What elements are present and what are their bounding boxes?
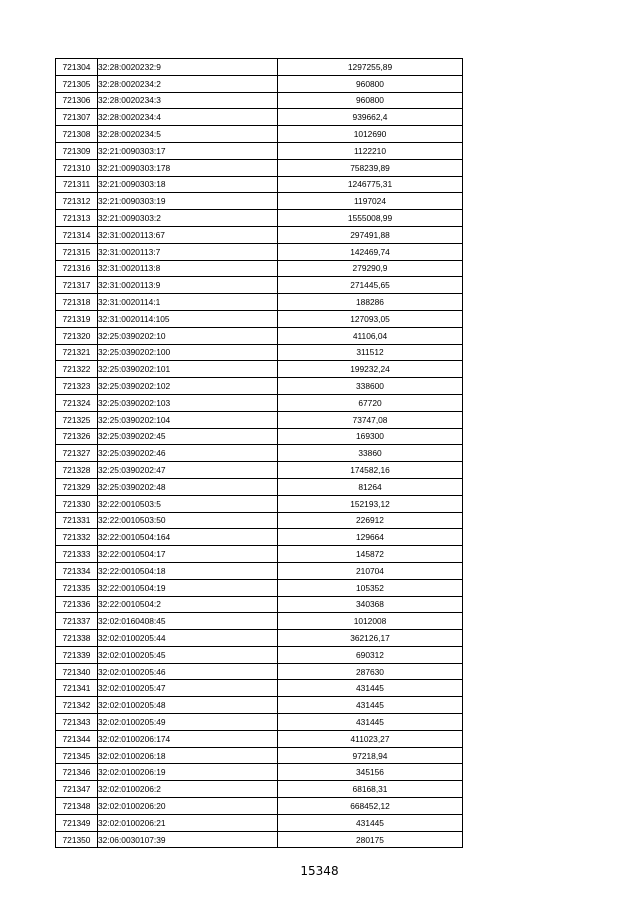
cadastral-number-cell: 32:02:0100205:47: [98, 680, 278, 697]
table-row: [56, 344, 463, 361]
row-id-cell: 721344: [56, 730, 98, 747]
value-cell: 105352: [278, 579, 463, 596]
row-id-cell: 721345: [56, 747, 98, 764]
cadastral-number-cell: 32:28:0020232:9: [98, 59, 278, 76]
value-cell: 169300: [278, 428, 463, 445]
table-row: [56, 478, 463, 495]
cadastral-number-cell: 32:31:0020114:1: [98, 294, 278, 311]
value-cell: 362126,17: [278, 630, 463, 647]
row-id-cell: 721324: [56, 394, 98, 411]
row-id-cell: 721342: [56, 697, 98, 714]
row-id-cell: 721336: [56, 596, 98, 613]
row-id-cell: 721331: [56, 512, 98, 529]
cadastral-number-cell: 32:25:0390202:47: [98, 462, 278, 479]
row-id-cell: 721315: [56, 243, 98, 260]
value-cell: 431445: [278, 814, 463, 831]
value-cell: 1297255,89: [278, 59, 463, 76]
cadastral-number-cell: 32:31:0020114:105: [98, 310, 278, 327]
value-cell: 279290,9: [278, 260, 463, 277]
table-row: [56, 747, 463, 764]
row-id-cell: 721341: [56, 680, 98, 697]
cadastral-number-cell: 32:02:0100205:46: [98, 663, 278, 680]
cadastral-number-cell: 32:28:0020234:3: [98, 92, 278, 109]
value-cell: 1012008: [278, 613, 463, 630]
value-cell: 340368: [278, 596, 463, 613]
row-id-cell: 721348: [56, 798, 98, 815]
value-cell: 668452,12: [278, 798, 463, 815]
value-cell: 68168,31: [278, 781, 463, 798]
table-row: [56, 126, 463, 143]
cadastral-number-cell: 32:22:0010503:5: [98, 495, 278, 512]
row-id-cell: 721349: [56, 814, 98, 831]
value-cell: 142469,74: [278, 243, 463, 260]
table-row: [56, 646, 463, 663]
table-row: [56, 226, 463, 243]
row-id-cell: 721346: [56, 764, 98, 781]
table-row: [56, 495, 463, 512]
table-row: [56, 579, 463, 596]
cadastral-number-cell: 32:02:0100205:45: [98, 646, 278, 663]
table-row: [56, 243, 463, 260]
row-id-cell: 721325: [56, 411, 98, 428]
cadastral-number-cell: 32:28:0020234:2: [98, 75, 278, 92]
value-cell: 73747,08: [278, 411, 463, 428]
table-row: [56, 798, 463, 815]
cadastral-number-cell: 32:25:0390202:45: [98, 428, 278, 445]
cadastral-number-cell: 32:02:0100206:20: [98, 798, 278, 815]
table-row: [56, 210, 463, 227]
row-id-cell: 721309: [56, 142, 98, 159]
row-id-cell: 721335: [56, 579, 98, 596]
value-cell: 199232,24: [278, 361, 463, 378]
cadastral-number-cell: 32:25:0390202:104: [98, 411, 278, 428]
cadastral-number-cell: 32:02:0100206:174: [98, 730, 278, 747]
row-id-cell: 721318: [56, 294, 98, 311]
value-cell: 174582,16: [278, 462, 463, 479]
table-row: [56, 831, 463, 848]
table-row: [56, 546, 463, 563]
value-cell: 145872: [278, 546, 463, 563]
value-cell: 960800: [278, 92, 463, 109]
row-id-cell: 721307: [56, 109, 98, 126]
row-id-cell: 721338: [56, 630, 98, 647]
row-id-cell: 721320: [56, 327, 98, 344]
row-id-cell: 721330: [56, 495, 98, 512]
value-cell: 1555008,99: [278, 210, 463, 227]
cadastral-number-cell: 32:02:0100205:44: [98, 630, 278, 647]
table-row: [56, 781, 463, 798]
value-cell: 431445: [278, 680, 463, 697]
page-number: 15348: [300, 864, 339, 878]
row-id-cell: 721347: [56, 781, 98, 798]
table-row: [56, 697, 463, 714]
table-row: [56, 176, 463, 193]
cadastral-number-cell: 32:02:0100206:21: [98, 814, 278, 831]
table-row: [56, 714, 463, 731]
value-cell: 210704: [278, 562, 463, 579]
table-row: [56, 814, 463, 831]
table-row: [56, 59, 463, 76]
cadastral-number-cell: 32:28:0020234:5: [98, 126, 278, 143]
value-cell: 1246775,31: [278, 176, 463, 193]
data-table: [55, 58, 463, 848]
cadastral-number-cell: 32:02:0100205:48: [98, 697, 278, 714]
cadastral-number-cell: 32:25:0390202:102: [98, 378, 278, 395]
value-cell: 226912: [278, 512, 463, 529]
cadastral-number-cell: 32:22:0010504:17: [98, 546, 278, 563]
row-id-cell: 721319: [56, 310, 98, 327]
row-id-cell: 721306: [56, 92, 98, 109]
table-row: [56, 361, 463, 378]
table-row: [56, 680, 463, 697]
table-row: [56, 142, 463, 159]
cadastral-number-cell: 32:31:0020113:7: [98, 243, 278, 260]
table-row: [56, 613, 463, 630]
cadastral-number-cell: 32:02:0100205:49: [98, 714, 278, 731]
table-row: [56, 92, 463, 109]
value-cell: 431445: [278, 714, 463, 731]
row-id-cell: 721326: [56, 428, 98, 445]
row-id-cell: 721343: [56, 714, 98, 731]
table-row: [56, 596, 463, 613]
table-row: [56, 428, 463, 445]
value-cell: 431445: [278, 697, 463, 714]
cadastral-number-cell: 32:21:0090303:19: [98, 193, 278, 210]
row-id-cell: 721305: [56, 75, 98, 92]
value-cell: 129664: [278, 529, 463, 546]
row-id-cell: 721340: [56, 663, 98, 680]
table-row: [56, 512, 463, 529]
cadastral-number-cell: 32:02:0100206:18: [98, 747, 278, 764]
cadastral-number-cell: 32:21:0090303:178: [98, 159, 278, 176]
table-row: [56, 764, 463, 781]
row-id-cell: 721308: [56, 126, 98, 143]
value-cell: 345156: [278, 764, 463, 781]
value-cell: 41106,04: [278, 327, 463, 344]
cadastral-number-cell: 32:25:0390202:10: [98, 327, 278, 344]
value-cell: 960800: [278, 75, 463, 92]
value-cell: 33860: [278, 445, 463, 462]
row-id-cell: 721311: [56, 176, 98, 193]
table-row: [56, 663, 463, 680]
cadastral-number-cell: 32:06:0030107:39: [98, 831, 278, 848]
cadastral-number-cell: 32:22:0010503:50: [98, 512, 278, 529]
table-row: [56, 159, 463, 176]
cadastral-number-cell: 32:02:0100206:19: [98, 764, 278, 781]
value-cell: 1122210: [278, 142, 463, 159]
value-cell: 97218,94: [278, 747, 463, 764]
table-row: [56, 378, 463, 395]
value-cell: 67720: [278, 394, 463, 411]
value-cell: 338600: [278, 378, 463, 395]
value-cell: 188286: [278, 294, 463, 311]
cadastral-number-cell: 32:22:0010504:19: [98, 579, 278, 596]
row-id-cell: 721312: [56, 193, 98, 210]
cadastral-number-cell: 32:25:0390202:48: [98, 478, 278, 495]
value-cell: 287630: [278, 663, 463, 680]
row-id-cell: 721317: [56, 277, 98, 294]
row-id-cell: 721332: [56, 529, 98, 546]
table-row: [56, 462, 463, 479]
row-id-cell: 721310: [56, 159, 98, 176]
row-id-cell: 721337: [56, 613, 98, 630]
row-id-cell: 721350: [56, 831, 98, 848]
table-row: [56, 394, 463, 411]
table-row: [56, 529, 463, 546]
table-row: [56, 411, 463, 428]
table-row: [56, 75, 463, 92]
row-id-cell: 721339: [56, 646, 98, 663]
row-id-cell: 721323: [56, 378, 98, 395]
cadastral-number-cell: 32:31:0020113:9: [98, 277, 278, 294]
row-id-cell: 721313: [56, 210, 98, 227]
table-body: [56, 59, 463, 848]
cadastral-number-cell: 32:21:0090303:17: [98, 142, 278, 159]
cadastral-number-cell: 32:25:0390202:101: [98, 361, 278, 378]
cadastral-number-cell: 32:25:0390202:46: [98, 445, 278, 462]
value-cell: 152193,12: [278, 495, 463, 512]
cadastral-number-cell: 32:02:0100206:2: [98, 781, 278, 798]
row-id-cell: 721328: [56, 462, 98, 479]
cadastral-number-cell: 32:22:0010504:164: [98, 529, 278, 546]
value-cell: 311512: [278, 344, 463, 361]
table-row: [56, 310, 463, 327]
cadastral-number-cell: 32:25:0390202:100: [98, 344, 278, 361]
row-id-cell: 721321: [56, 344, 98, 361]
row-id-cell: 721304: [56, 59, 98, 76]
table-row: [56, 730, 463, 747]
value-cell: 690312: [278, 646, 463, 663]
row-id-cell: 721322: [56, 361, 98, 378]
cadastral-number-cell: 32:25:0390202:103: [98, 394, 278, 411]
value-cell: 81264: [278, 478, 463, 495]
value-cell: 127093,05: [278, 310, 463, 327]
row-id-cell: 721329: [56, 478, 98, 495]
value-cell: 1012690: [278, 126, 463, 143]
table-row: [56, 109, 463, 126]
table-row: [56, 294, 463, 311]
value-cell: 271445,65: [278, 277, 463, 294]
cadastral-number-cell: 32:21:0090303:18: [98, 176, 278, 193]
row-id-cell: 721316: [56, 260, 98, 277]
table-row: [56, 562, 463, 579]
value-cell: 758239,89: [278, 159, 463, 176]
table-row: [56, 193, 463, 210]
value-cell: 297491,88: [278, 226, 463, 243]
row-id-cell: 721334: [56, 562, 98, 579]
cadastral-number-cell: 32:31:0020113:67: [98, 226, 278, 243]
value-cell: 1197024: [278, 193, 463, 210]
cadastral-number-cell: 32:02:0160408:45: [98, 613, 278, 630]
cadastral-number-cell: 32:21:0090303:2: [98, 210, 278, 227]
row-id-cell: 721327: [56, 445, 98, 462]
cadastral-number-cell: 32:28:0020234:4: [98, 109, 278, 126]
table-row: [56, 630, 463, 647]
table-row: [56, 260, 463, 277]
row-id-cell: 721314: [56, 226, 98, 243]
value-cell: 280175: [278, 831, 463, 848]
value-cell: 411023,27: [278, 730, 463, 747]
cadastral-number-cell: 32:31:0020113:8: [98, 260, 278, 277]
cadastral-number-cell: 32:22:0010504:2: [98, 596, 278, 613]
value-cell: 939662,4: [278, 109, 463, 126]
table-row: [56, 445, 463, 462]
cadastral-number-cell: 32:22:0010504:18: [98, 562, 278, 579]
row-id-cell: 721333: [56, 546, 98, 563]
table-row: [56, 277, 463, 294]
table-row: [56, 327, 463, 344]
